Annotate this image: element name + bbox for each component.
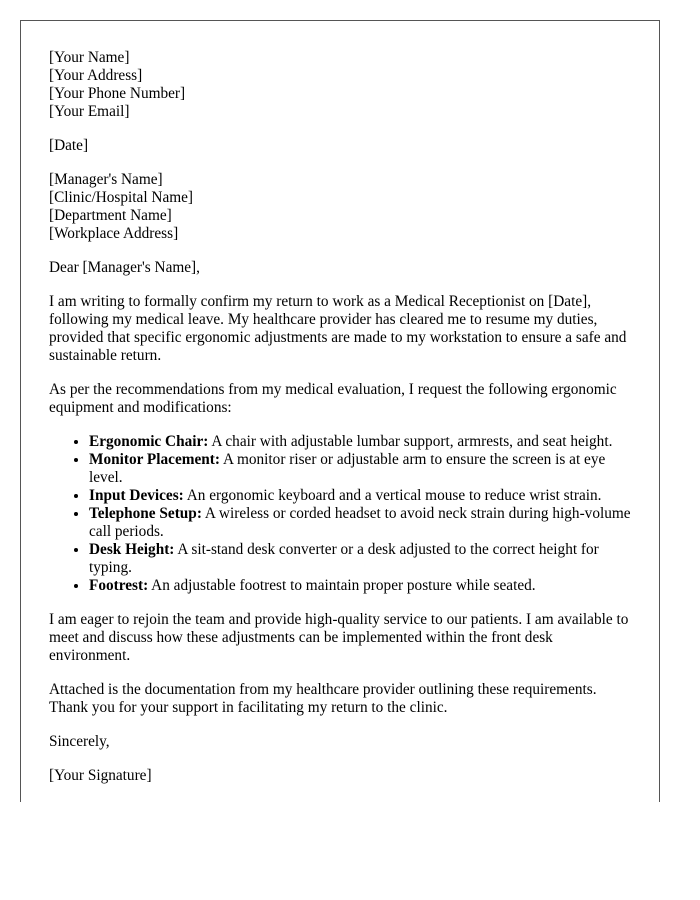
list-item-text: A wireless or corded headset to avoid neck strain during high-volume call periods. xyxy=(89,505,631,540)
recipient-block xyxy=(49,171,631,243)
list-item-label: Telephone Setup: xyxy=(89,505,202,522)
recipient-manager-name: [Manager's Name] xyxy=(49,171,163,188)
recipient-department: [Department Name] xyxy=(49,207,172,224)
date-block xyxy=(49,137,631,155)
list-item-label: Ergonomic Chair: xyxy=(89,433,209,450)
attached-paragraph: Attached is the documentation from my healthcare provider outlining these requirements. Thank you for your support in facilitating my return to the clinic. xyxy=(49,681,597,716)
list-item-text: A chair with adjustable lumbar support, armrests, and seat height. xyxy=(208,433,613,450)
closing: Sincerely, xyxy=(49,733,110,750)
list-item-label: Footrest: xyxy=(89,577,149,594)
sender-phone: [Your Phone Number] xyxy=(49,85,186,102)
intro-paragraph: I am writing to formally confirm my return to work as a Medical Receptionist on [Date], following my medical leave. My healthcare provider has cleared me to resume my duties, provided that specific ergonomic adjustments are made to my workstation to ensure a safe and sustainable return. xyxy=(49,293,627,364)
list-item xyxy=(89,505,631,541)
request-paragraph: As per the recommendations from my medical evaluation, I request the following ergonomic equipment and modifications: xyxy=(49,381,617,416)
eager-paragraph: I am eager to rejoin the team and provide high-quality service to our patients. I am available to meet and discuss how these adjustments can be implemented within the front desk environment. xyxy=(49,611,629,664)
sender-address: [Your Address] xyxy=(49,67,143,84)
list-item xyxy=(89,541,631,577)
salutation: Dear [Manager's Name], xyxy=(49,259,200,276)
list-item xyxy=(89,577,631,595)
list-item-text: A monitor riser or adjustable arm to ensure the screen is at eye level. xyxy=(89,451,606,486)
list-item-label: Monitor Placement: xyxy=(89,451,220,468)
recipient-address: [Workplace Address] xyxy=(49,225,179,242)
list-item-label: Desk Height: xyxy=(89,541,175,558)
sender-email: [Your Email] xyxy=(49,103,130,120)
list-item-text: An ergonomic keyboard and a vertical mouse to reduce wrist strain. xyxy=(183,487,602,504)
list-item xyxy=(89,487,631,505)
list-item xyxy=(89,451,631,487)
signature: [Your Signature] xyxy=(49,767,152,784)
list-item-text: A sit-stand desk converter or a desk adjusted to the correct height for typing. xyxy=(89,541,599,576)
equipment-list xyxy=(49,433,631,595)
letter-page xyxy=(20,20,660,802)
list-item-label: Input Devices: xyxy=(89,487,184,504)
recipient-organization: [Clinic/Hospital Name] xyxy=(49,189,194,206)
list-item-text: An adjustable footrest to maintain proper posture while seated. xyxy=(148,577,536,594)
sender-block xyxy=(49,49,631,121)
list-item xyxy=(89,433,631,451)
letter-date: [Date] xyxy=(49,137,89,154)
sender-name: [Your Name] xyxy=(49,49,130,66)
